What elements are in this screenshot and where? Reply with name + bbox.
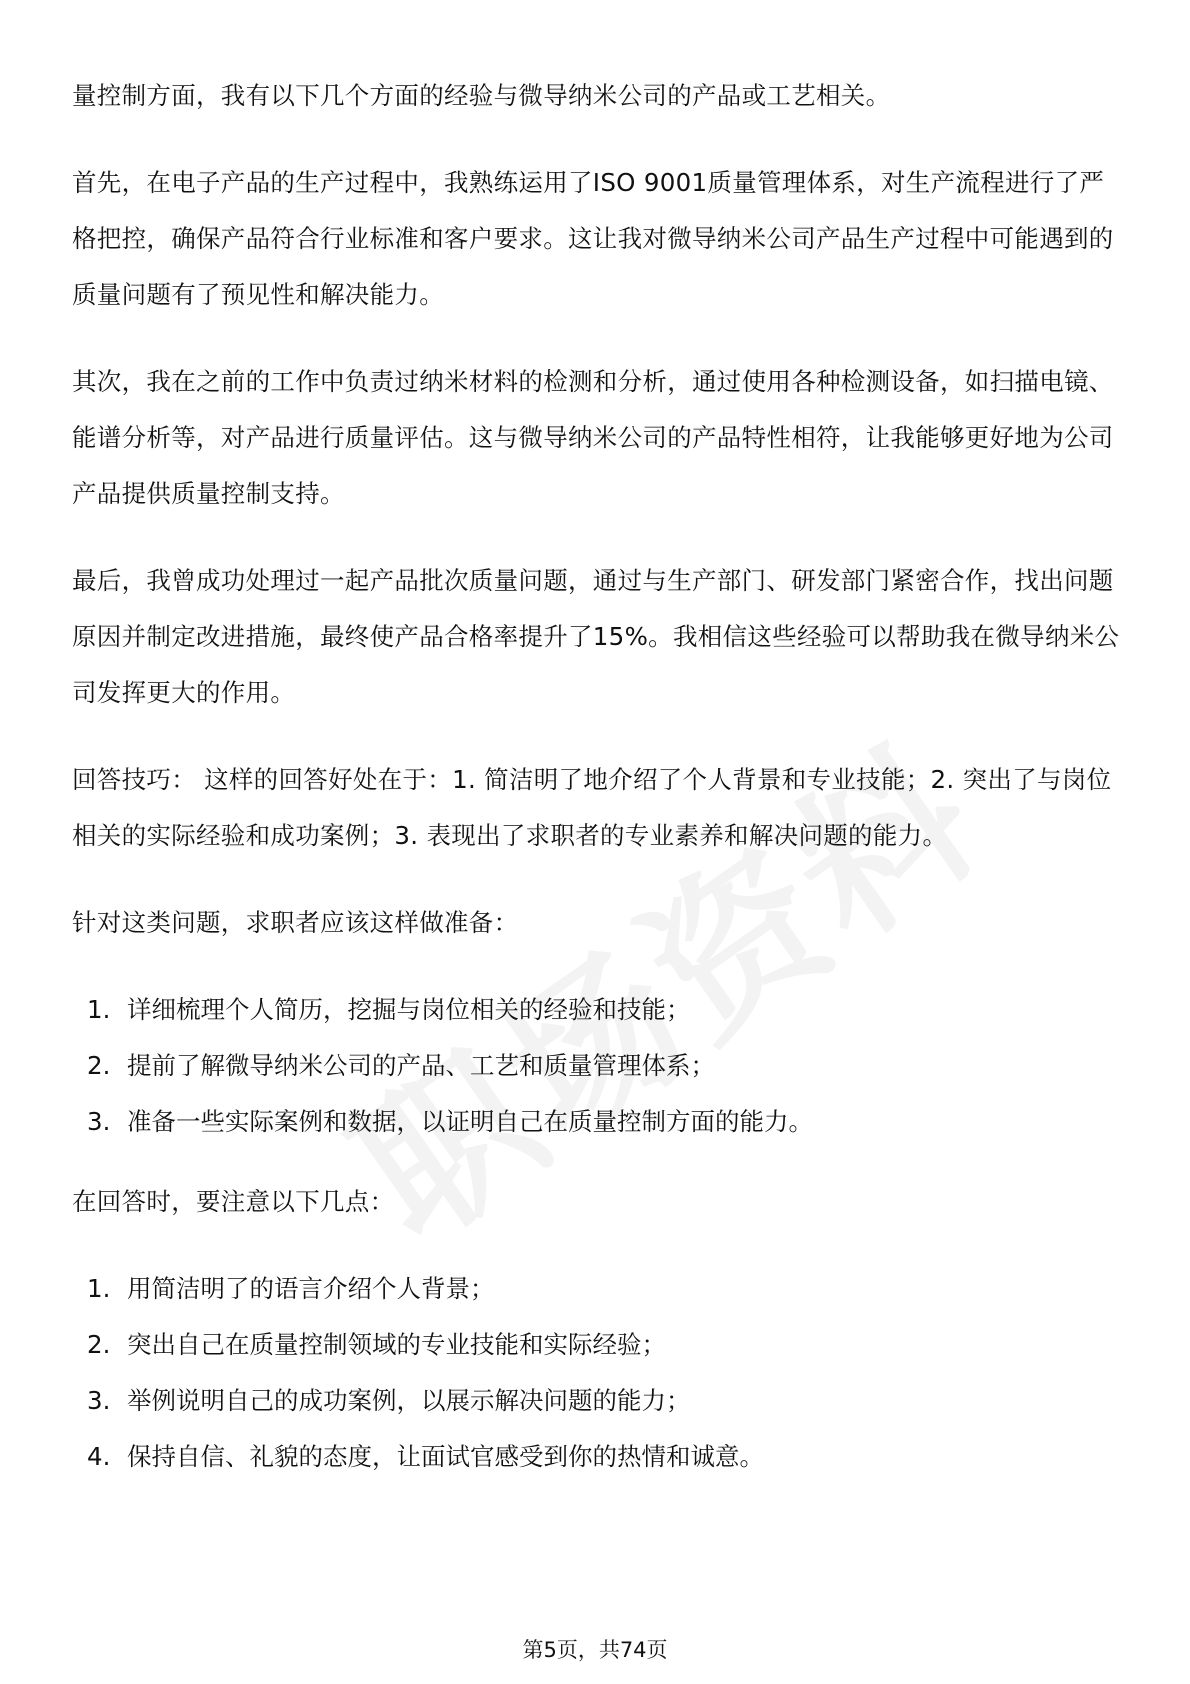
prep-list	[72, 982, 1120, 1150]
list-item-text: 准备一些实际案例和数据，以证明自己在质量控制方面的能力。	[127, 1107, 813, 1136]
list-item-text: 用简洁明了的语言介绍个人背景；	[127, 1274, 495, 1303]
list-item-text: 举例说明自己的成功案例，以展示解决问题的能力；	[127, 1386, 691, 1415]
paragraph-notes-intro: 在回答时，要注意以下几点：	[72, 1187, 395, 1216]
paragraph-second-point: 其次，我在之前的工作中负责过纳米材料的检测和分析，通过使用各种检测设备，如扫描电镜、能谱分析等，对产品进行质量评估。这与微导纳米公司的产品特性相符，让我能够更好地为公司产品提供质量控制支持。	[72, 367, 1114, 508]
list-item-number: 1.	[87, 1274, 111, 1303]
list-item-text: 突出自己在质量控制领域的专业技能和实际经验；	[127, 1330, 666, 1359]
list-item	[72, 1261, 1120, 1317]
list-item-number: 4.	[87, 1442, 111, 1471]
page-number-footer: 第5页，共74页	[522, 1638, 668, 1662]
paragraph-last-point: 最后，我曾成功处理过一起产品批次质量问题，通过与生产部门、研发部门紧密合作，找出问题原因并制定改进措施，最终使产品合格率提升了15%。我相信这些经验可以帮助我在微导纳米公司发挥更大的作用。	[72, 566, 1120, 707]
paragraph-first-point: 首先，在电子产品的生产过程中，我熟练运用了ISO 9001质量管理体系，对生产流程进行了严格把控，确保产品符合行业标准和客户要求。这让我对微导纳米公司产品生产过程中可能遇到的质量问题有了预见性和解决能力。	[72, 168, 1114, 309]
list-item-text: 详细梳理个人简历，挖掘与岗位相关的经验和技能；	[127, 995, 691, 1024]
list-item	[72, 1094, 1120, 1150]
list-item-number: 1.	[87, 995, 111, 1024]
list-item-number: 2.	[87, 1051, 111, 1080]
list-item	[72, 1429, 1120, 1485]
list-item	[72, 1317, 1120, 1373]
list-item	[72, 1373, 1120, 1429]
notes-list	[72, 1261, 1120, 1485]
paragraph-prep-intro: 针对这类问题，求职者应该这样做准备：	[72, 908, 519, 937]
list-item-text: 保持自信、礼貌的态度，让面试官感受到你的热情和诚意。	[127, 1442, 764, 1471]
list-item-number: 2.	[87, 1330, 111, 1359]
list-item-number: 3.	[87, 1107, 111, 1136]
list-item	[72, 982, 1120, 1038]
paragraph-intro: 量控制方面，我有以下几个方面的经验与微导纳米公司的产品或工艺相关。	[72, 81, 891, 110]
list-item	[72, 1038, 1120, 1094]
list-item-text: 提前了解微导纳米公司的产品、工艺和质量管理体系；	[127, 1051, 715, 1080]
list-item-number: 3.	[87, 1386, 111, 1415]
paragraph-answer-tips: 回答技巧： 这样的回答好处在于：1. 简洁明了地介绍了个人背景和专业技能；2. 突出了与岗位相关的实际经验和成功案例；3. 表现出了求职者的专业素养和解决问题的能力。	[72, 765, 1112, 850]
document-body	[72, 68, 1120, 1509]
